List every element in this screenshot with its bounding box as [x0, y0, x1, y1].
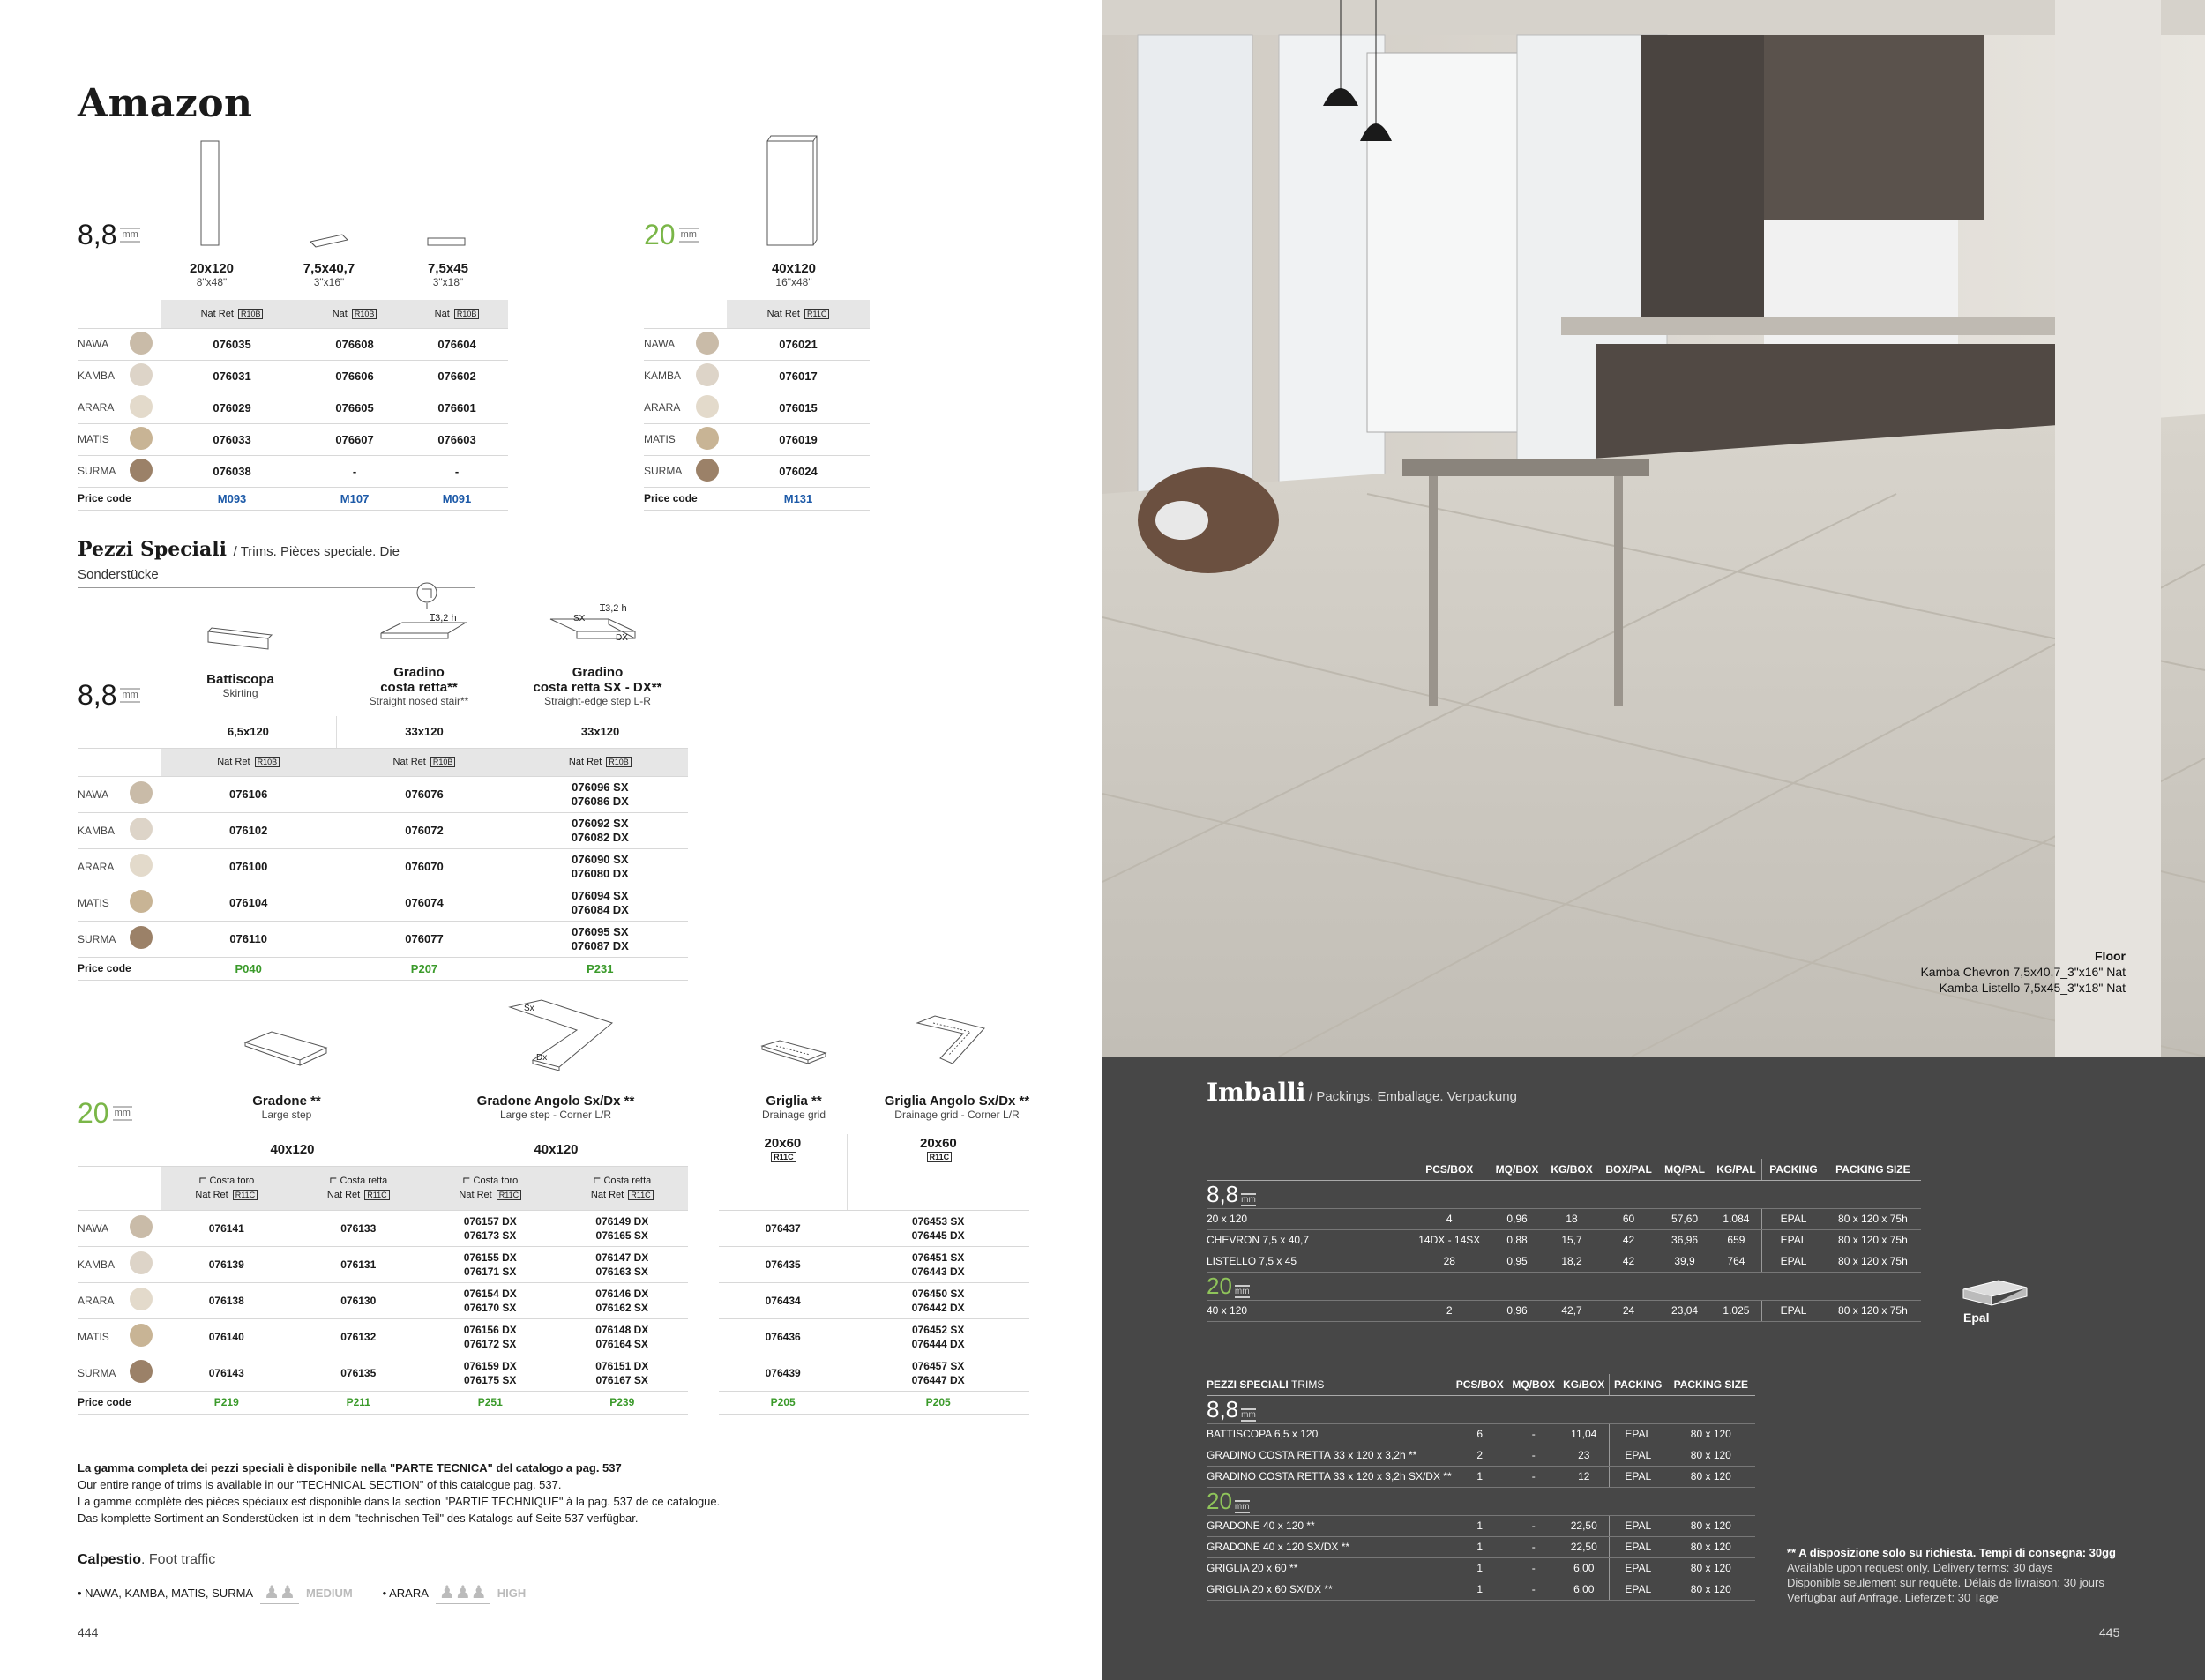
trims-table-20: 40x120 40x120 ⊏ Costa toro Nat Ret R11C ⊏ Costa retta Nat Ret R11C ⊏ Costa toro Nat Ret R11C ⊏ Costa retta Nat Ret R11C NAWA 076141 076133 076157 DX 076173 SX 076149 DX 076165 SX KAMBA 076139 076131 076155 DX 076171 SX 076147 DX 076163 SX ARARA 076138 076130 076154 DX 076170 SX 076146 DX 076162 SX MATIS 076140 076132 076156 DX 076172 SX 076148 DX 076164 SX SURMA 076143 076135 076159 DX 076175 SX 076151 DX 076167 SX Price code P219 P211 P251 P239: [78, 1134, 688, 1415]
foot-traffic-row: • NAWA, KAMBA, MATIS, SURMA ♟♟ MEDIUM • ARARA ♟♟♟ HIGH: [78, 1583, 527, 1602]
large-step-icon: [240, 1028, 332, 1072]
table-row: NAWA 076141 076133 076157 DX 076173 SX 076149 DX 076165 SX: [78, 1210, 688, 1246]
sx-label-20: Sx: [524, 1004, 534, 1013]
table-row: GRADINO COSTA RETTA 33 x 120 x 3,2h ** 2 - 23 EPAL 80 x 120: [1207, 1445, 1755, 1466]
format-7-5x45: 7,5x45 3"x18": [428, 261, 468, 288]
product-gradone: Gradone ** Large step: [252, 1094, 321, 1121]
drainage-grid-corner-icon: [914, 1012, 988, 1071]
swatch-surma: [130, 459, 153, 482]
table-row: MATIS 076104 076074 076094 SX 076084 DX: [78, 885, 688, 921]
people-medium-icon: ♟♟: [260, 1581, 299, 1604]
pallet-icon: [1960, 1277, 2030, 1312]
table-row: 076434 076450 SX 076442 DX: [719, 1282, 1029, 1318]
trims-packing-table: PEZZI SPECIALI TRIMS PCS/BOX MQ/BOX KG/BOX PACKING PACKING SIZE 8,8 mm BATTISCOPA 6,5 x 120 6 - 11,04 EPAL 80 x 120 GRADINO COSTA RETTA 33 x 120 x 3,2h ** 2 - 23 EPAL 80 x 120 GRADINO COSTA RETTA 33 x 120 x 3,2h SX/DX ** 1 - 12 EPAL 80 x 120 20 mm GRADONE 40 x 120 ** 1 - 22,50 EPAL 80 x 120 GRADONE 40 x 120 SX/DX ** 1 - 22,50 EPAL 80 x 120 GRIGLIA 20 x 60 ** 1 - 6,00 EPAL 80 x 120 GRIGLIA 20 x 60 SX/DX ** 1 - 6,00 EPAL 80 x 120: [1207, 1374, 1755, 1601]
table-row: 076435 076451 SX 076443 DX: [719, 1246, 1029, 1282]
table-row: NAWA 076106 076076 076096 SX 076086 DX: [78, 776, 688, 812]
table-row: ARARA 076015: [644, 392, 870, 423]
product-table-8-8: Nat Ret R10B Nat R10B Nat R10B NAWA 076035 076608 076604 KAMBA 076031 076606 076602 ARARA 076029 076605 076601 MATIS 076033 076607 076603 SURMA 076038 - - Price code M093 M107 M091: [78, 300, 508, 511]
product-gradone-angolo: Gradone Angolo Sx/Dx ** Large step - Corner L/R: [476, 1094, 635, 1121]
thickness-8-8: 8,8 mm: [78, 219, 138, 250]
table-row: GRIGLIA 20 x 60 SX/DX ** 1 - 6,00 EPAL 80 x 120: [1207, 1579, 1755, 1600]
trims-table-8-8: 6,5x120 33x120 33x120 Nat Ret R10B Nat Ret R10B Nat Ret R10B NAWA 076106 076076 076096 SX 076086 DX KAMBA 076102 076072 076092 SX 076082 DX ARARA 076100 076070 076090 SX 076080 DX MATIS 076104 076074 076094 SX 076084 DX SURMA 076110 076077 076095 SX 076087 DX Price code P040 P207 P231: [78, 716, 688, 981]
kitchen-photo: [1102, 0, 2205, 1057]
tile-40x120-icon: [760, 132, 824, 249]
notes-block: La gamma completa dei pezzi speciali è disponibile nella "PARTE TECNICA" del catalogo a pag. 537 Our entire range of trims is available in our "TECHNICAL SECTION" of this catalogue pag. 537. La gamme complète des pièces spéciaux est disponible dans la section "PARTIE TECHNIQUE" à la pag. 537 de ce catalogue. Das komplette Sortiment an Sonderstücken ist in dem "technischen Teil" des Katalogs auf Seite 537 verfügbar.: [78, 1461, 721, 1525]
table-row: MATIS 076019: [644, 423, 870, 455]
dx-label: DX: [616, 633, 628, 643]
table-row: ARARA 076138 076130 076154 DX 076170 SX 076146 DX 076162 SX: [78, 1282, 688, 1318]
swatch-matis: [130, 427, 153, 450]
table-row: GRIGLIA 20 x 60 ** 1 - 6,00 EPAL 80 x 120: [1207, 1557, 1755, 1579]
epal-label: Epal: [1963, 1310, 1990, 1325]
swatch-kamba: [130, 363, 153, 386]
table-row: CHEVRON 7,5 x 40,7 14DX - 14SX 0,88 15,7 42 36,96 659 EPAL 80 x 120 x 75h: [1207, 1229, 1921, 1251]
product-griglia: Griglia ** Drainage grid: [761, 1094, 826, 1121]
format-7-5x40-7: 7,5x40,7 3"x16": [303, 261, 355, 288]
tile-listello-icon: [425, 235, 469, 249]
product-gradino: Gradino costa retta** Straight nosed stair**: [369, 665, 469, 707]
photo-caption: Floor Kamba Chevron 7,5x40,7_3"x16" Nat Kamba Listello 7,5x45_3"x18" Nat: [1920, 949, 2126, 995]
height-label: Ɪ3,2 h: [430, 613, 457, 623]
table-row: ARARA 076029 076605 076601: [78, 392, 508, 423]
table-row: BATTISCOPA 6,5 x 120 6 - 11,04 EPAL 80 x 120: [1207, 1423, 1755, 1445]
tile-20x120-icon: [198, 139, 225, 249]
table-row: KAMBA 076031 076606 076602: [78, 360, 508, 392]
format-20x120: 20x120 8"x48": [189, 261, 235, 288]
packing-title: Imballi / Packings. Emballage. Verpackung: [1207, 1078, 1517, 1107]
product-gradino-sxdx: Gradino costa retta SX - DX** Straight-edge step L-R: [533, 665, 662, 707]
table-row: KAMBA 076139 076131 076155 DX 076171 SX 076147 DX 076163 SX: [78, 1246, 688, 1282]
dx-label-20: Dx: [536, 1053, 548, 1063]
table-row: 076437 076453 SX 076445 DX: [719, 1210, 1029, 1246]
table-row: MATIS 076140 076132 076156 DX 076172 SX 076148 DX 076164 SX: [78, 1318, 688, 1355]
thickness-8-8-trims: 8,8 mm: [78, 679, 138, 711]
table-row: 20 x 120 4 0,96 18 60 57,60 1.084 EPAL 80 x 120 x 75h: [1207, 1208, 1921, 1229]
product-griglia-angolo: Griglia Angolo Sx/Dx ** Drainage grid - Corner L/R: [884, 1094, 1030, 1121]
table-row: MATIS 076033 076607 076603: [78, 423, 508, 455]
trims-section-title: Pezzi Speciali / Trims. Pièces speciale. Die Sonderstücke: [78, 538, 475, 588]
table-row: SURMA 076024: [644, 455, 870, 487]
griglia-table: 20x60 R11C 20x60 R11C 076437 076453 SX 076445 DX 076435 076451 SX 076443 DX 076434 076450 SX 076442 DX 076436 076452 SX 076444 DX 076439 076457 SX 076447 DX P205 P205: [719, 1134, 1029, 1415]
table-row: LISTELLO 7,5 x 45 28 0,95 18,2 42 39,9 764 EPAL 80 x 120 x 75h: [1207, 1251, 1921, 1272]
table-row: SURMA 076110 076077 076095 SX 076087 DX: [78, 921, 688, 957]
table-row: KAMBA 076102 076072 076092 SX 076082 DX: [78, 812, 688, 848]
table-row: 076439 076457 SX 076447 DX: [719, 1355, 1029, 1391]
table-row: ARARA 076100 076070 076090 SX 076080 DX: [78, 848, 688, 885]
height-label-2: Ɪ3,2 h: [600, 603, 627, 614]
table-row: SURMA 076143 076135 076159 DX 076175 SX 076151 DX 076167 SX: [78, 1355, 688, 1391]
format-40x120: 40x120 16"x48": [771, 261, 817, 288]
table-row: KAMBA 076017: [644, 360, 870, 392]
sx-label: SX: [573, 614, 586, 623]
swatch-arara: [130, 395, 153, 418]
availability-note: ** A disposizione solo su richiesta. Tempi di consegna: 30gg Available upon request only. Delivery terms: 30 days Disponible seulement sur requête. Délais de livraison: 30 jours Verfügbar auf Anfrage. Lieferzeit: 30 Tage: [1787, 1546, 2116, 1604]
packing-table: PCS/BOX MQ/BOX KG/BOX BOX/PAL MQ/PAL KG/PAL PACKING PACKING SIZE 8,8 mm 20 x 120 4 0,96 18 60 57,60 1.084 EPAL 80 x 120 x 75h CHEVRON 7,5 x 40,7 14DX - 14SX 0,88 15,7 42 36,96 659 EPAL 80 x 120 x 75h LISTELLO 7,5 x 45 28 0,95 18,2 42 39,9 764 EPAL 80 x 120 x 75h 20 mm 40 x 120 2 0,96 42,7 24 23,04 1.025 EPAL 80 x 120 x 75h: [1207, 1159, 1921, 1322]
page-number-right: 445: [2099, 1625, 2120, 1639]
people-high-icon: ♟♟♟: [436, 1581, 490, 1604]
foot-traffic-title: Calpestio. Foot traffic: [78, 1552, 216, 1567]
thickness-20: 20 mm: [644, 219, 697, 250]
swatch-nawa: [130, 332, 153, 355]
product-table-20: Nat Ret R11C NAWA 076021 KAMBA 076017 ARARA 076015 MATIS 076019 SURMA 076024 Price code M131: [644, 300, 870, 511]
product-battiscopa: Battiscopa Skirting: [206, 672, 274, 699]
table-row: GRADINO COSTA RETTA 33 x 120 x 3,2h SX/DX ** 1 - 12 EPAL 80 x 120: [1207, 1466, 1755, 1487]
table-row: NAWA 076021: [644, 328, 870, 360]
tile-chevron-icon: [305, 231, 351, 250]
table-row: 40 x 120 2 0,96 42,7 24 23,04 1.025 EPAL 80 x 120 x 75h: [1207, 1300, 1921, 1321]
page-title: Amazon: [78, 81, 253, 126]
kitchen-scene-image: [1102, 0, 2205, 1057]
table-row: GRADONE 40 x 120 SX/DX ** 1 - 22,50 EPAL 80 x 120: [1207, 1536, 1755, 1557]
table-row: GRADONE 40 x 120 ** 1 - 22,50 EPAL 80 x 120: [1207, 1515, 1755, 1536]
table-row: 076436 076452 SX 076444 DX: [719, 1318, 1029, 1355]
skirting-icon: [203, 623, 275, 653]
thickness-20-trims: 20 mm: [78, 1097, 131, 1129]
page-number-left: 444: [78, 1625, 99, 1639]
drainage-grid-icon: [759, 1039, 829, 1067]
table-row: NAWA 076035 076608 076604: [78, 328, 508, 360]
table-row: SURMA 076038 - -: [78, 455, 508, 487]
stair-icon: [377, 580, 475, 642]
